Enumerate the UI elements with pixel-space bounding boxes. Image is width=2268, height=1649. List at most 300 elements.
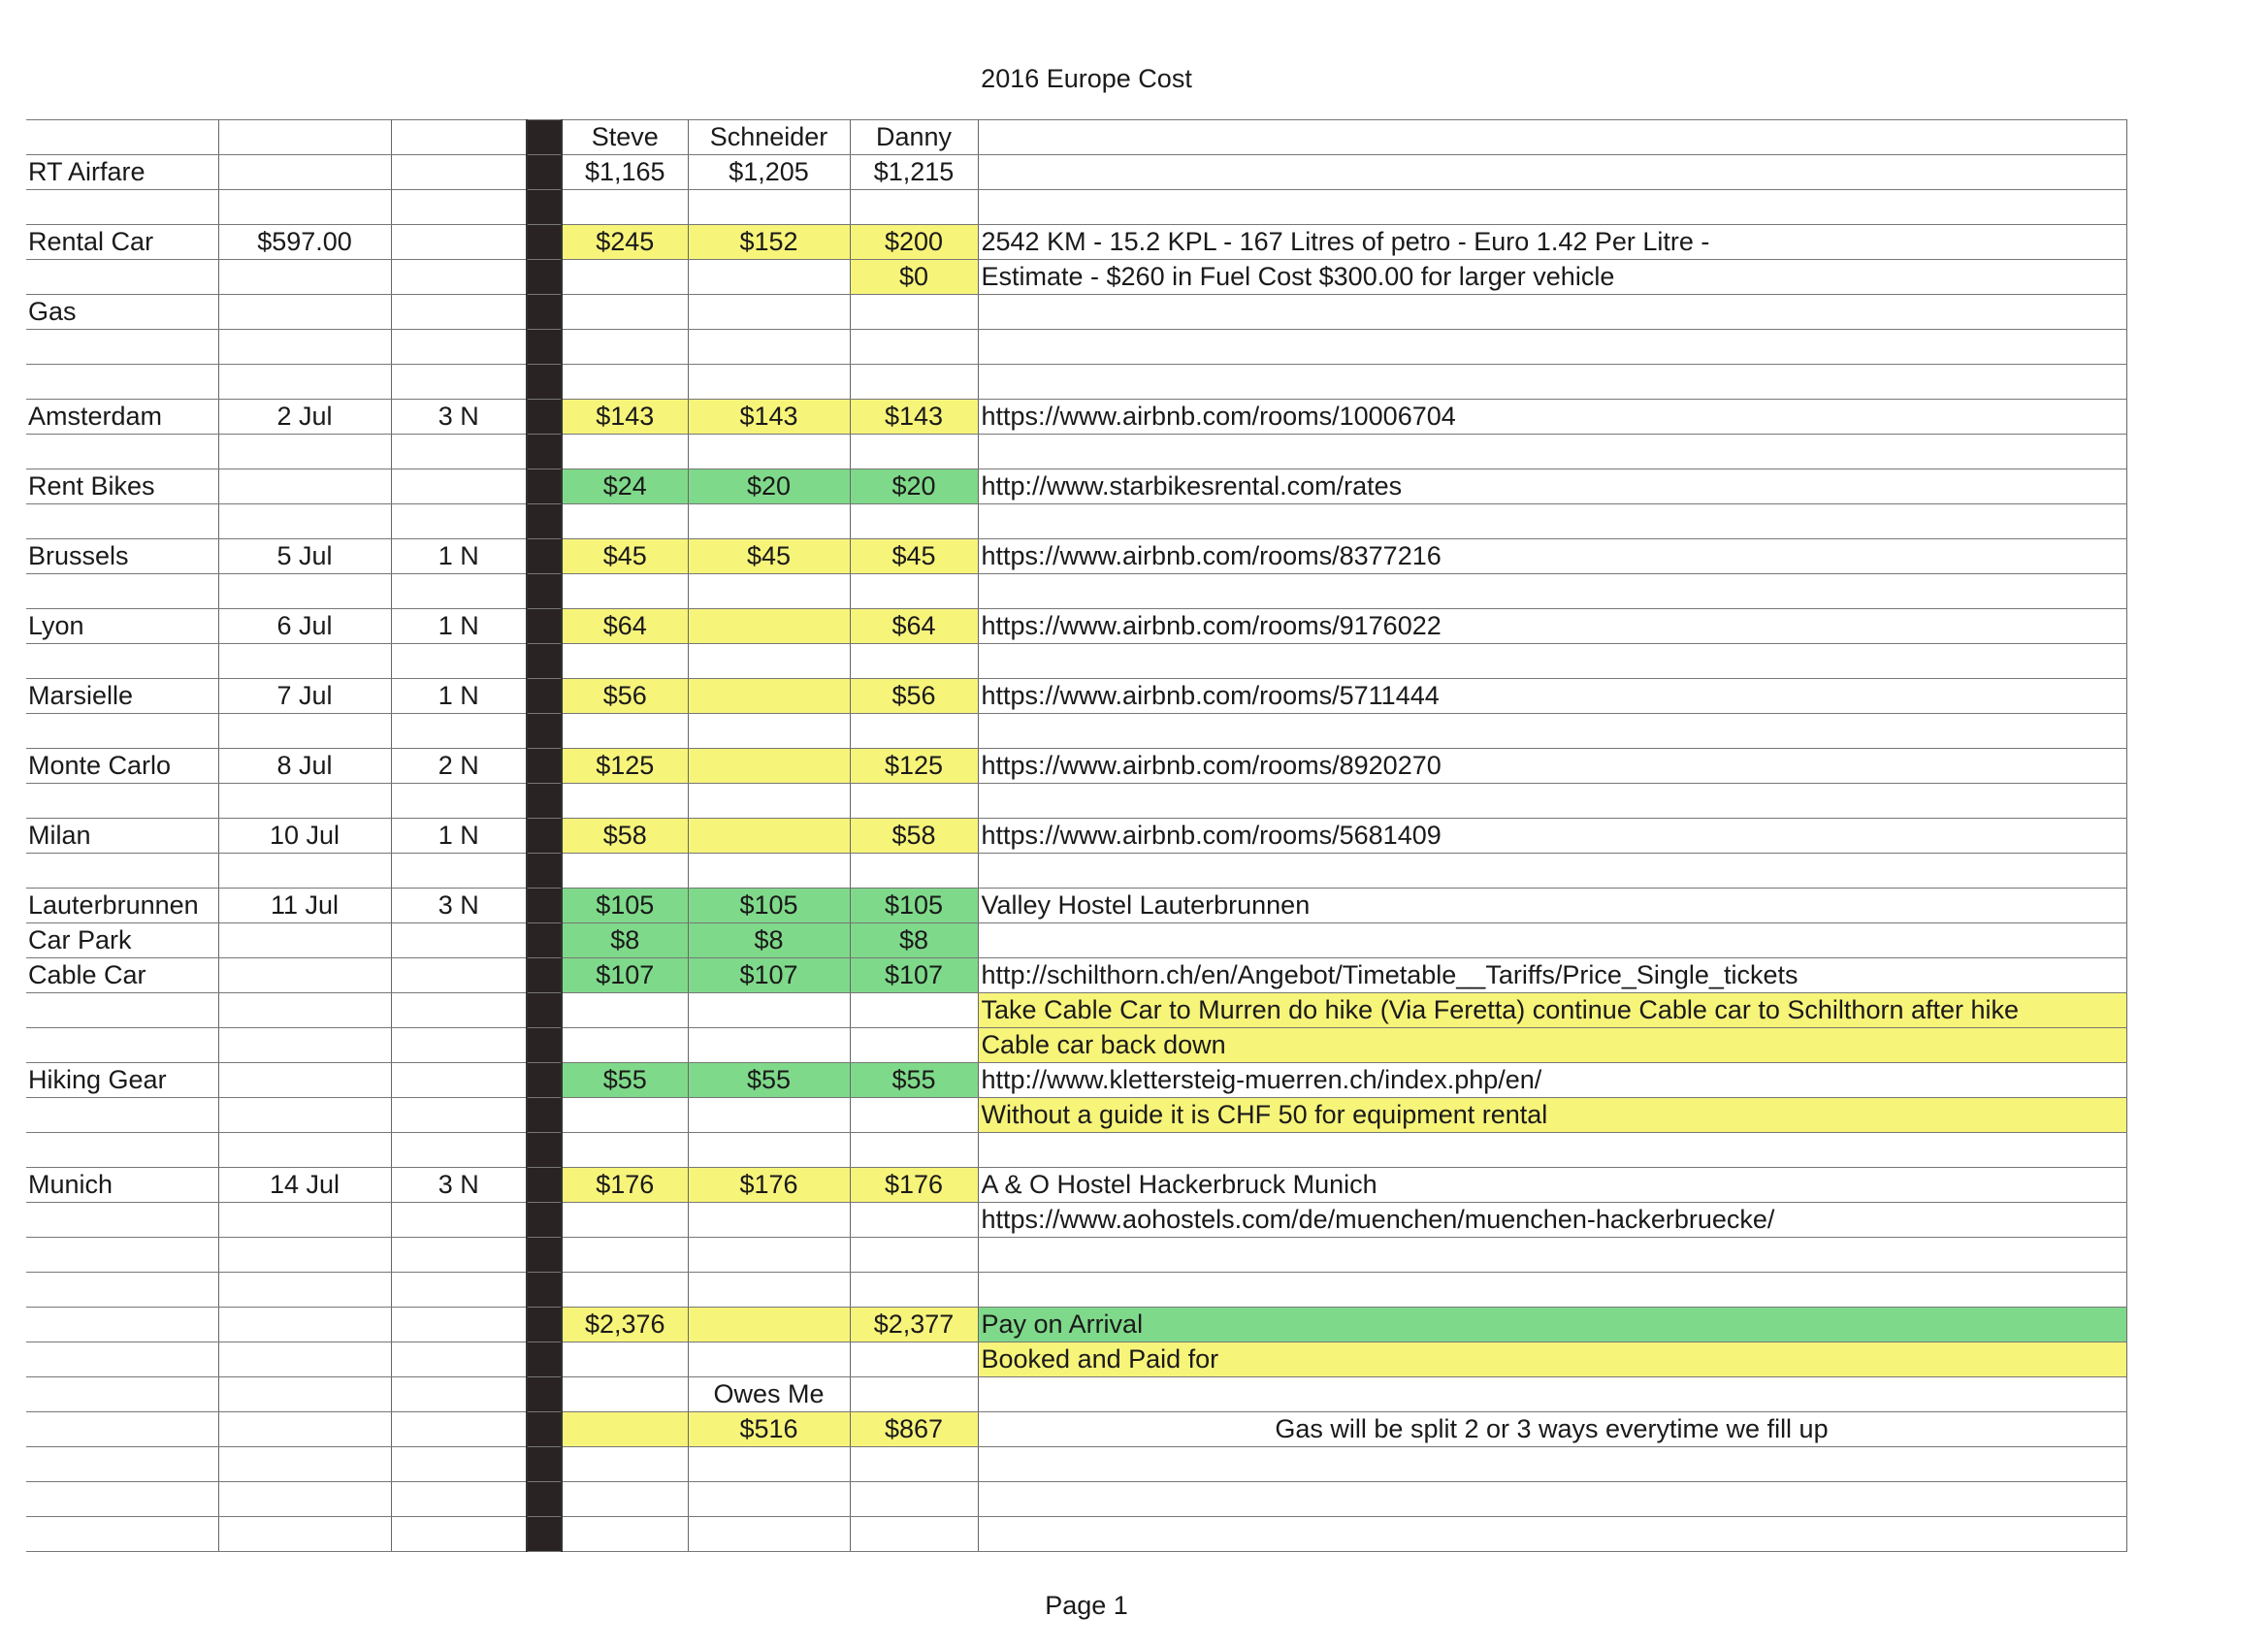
- date-cell[interactable]: [218, 1412, 391, 1447]
- item-label-cell[interactable]: [26, 854, 218, 889]
- date-cell[interactable]: 5 Jul: [218, 539, 391, 574]
- schneider-amount-cell[interactable]: $55: [688, 1063, 850, 1098]
- schneider-amount-cell[interactable]: [688, 993, 850, 1028]
- divider-cell[interactable]: [527, 1447, 562, 1482]
- schneider-amount-cell[interactable]: $45: [688, 539, 850, 574]
- steve-amount-cell[interactable]: [562, 365, 688, 400]
- date-cell[interactable]: [218, 1273, 391, 1308]
- schneider-amount-cell[interactable]: [688, 819, 850, 854]
- divider-cell[interactable]: [527, 400, 562, 435]
- divider-cell[interactable]: [527, 539, 562, 574]
- item-label-cell[interactable]: [26, 574, 218, 609]
- item-label-cell[interactable]: [26, 714, 218, 749]
- date-cell[interactable]: [218, 1377, 391, 1412]
- nights-cell[interactable]: 1 N: [391, 609, 527, 644]
- item-label-cell[interactable]: [26, 1028, 218, 1063]
- steve-amount-cell[interactable]: $55: [562, 1063, 688, 1098]
- note-cell[interactable]: Valley Hostel Lauterbrunnen: [978, 889, 2126, 923]
- danny-amount-cell[interactable]: $107: [850, 958, 978, 993]
- divider-cell[interactable]: [527, 1203, 562, 1238]
- divider-cell[interactable]: [527, 644, 562, 679]
- note-cell[interactable]: Estimate - $260 in Fuel Cost $300.00 for larger vehicle: [978, 260, 2126, 295]
- schneider-amount-cell[interactable]: $8: [688, 923, 850, 958]
- steve-amount-cell[interactable]: $2,376: [562, 1308, 688, 1342]
- item-label-cell[interactable]: Car Park: [26, 923, 218, 958]
- item-label-cell[interactable]: RT Airfare: [26, 155, 218, 190]
- steve-amount-cell[interactable]: [562, 1028, 688, 1063]
- schneider-amount-cell[interactable]: $20: [688, 469, 850, 504]
- nights-cell[interactable]: [391, 504, 527, 539]
- divider-cell[interactable]: [527, 1098, 562, 1133]
- steve-amount-cell[interactable]: [562, 1273, 688, 1308]
- date-cell[interactable]: 14 Jul: [218, 1168, 391, 1203]
- divider-cell[interactable]: [527, 1238, 562, 1273]
- steve-amount-cell[interactable]: [562, 1377, 688, 1412]
- note-cell[interactable]: [978, 1273, 2126, 1308]
- danny-amount-cell[interactable]: $143: [850, 400, 978, 435]
- item-label-cell[interactable]: Cable Car: [26, 958, 218, 993]
- steve-amount-cell[interactable]: $1,165: [562, 155, 688, 190]
- date-cell[interactable]: 7 Jul: [218, 679, 391, 714]
- note-cell[interactable]: https://www.airbnb.com/rooms/8920270: [978, 749, 2126, 784]
- steve-amount-cell[interactable]: [562, 435, 688, 469]
- date-cell[interactable]: [218, 120, 391, 155]
- divider-cell[interactable]: [527, 190, 562, 225]
- divider-cell[interactable]: [527, 225, 562, 260]
- schneider-amount-cell[interactable]: [688, 295, 850, 330]
- schneider-amount-cell[interactable]: $152: [688, 225, 850, 260]
- divider-cell[interactable]: [527, 295, 562, 330]
- danny-amount-cell[interactable]: $125: [850, 749, 978, 784]
- nights-cell[interactable]: [391, 330, 527, 365]
- date-cell[interactable]: [218, 504, 391, 539]
- danny-amount-cell[interactable]: [850, 644, 978, 679]
- date-cell[interactable]: [218, 1063, 391, 1098]
- divider-cell[interactable]: [527, 1342, 562, 1377]
- item-label-cell[interactable]: [26, 1098, 218, 1133]
- schneider-amount-cell[interactable]: $516: [688, 1412, 850, 1447]
- steve-amount-cell[interactable]: [562, 190, 688, 225]
- date-cell[interactable]: [218, 1447, 391, 1482]
- steve-amount-cell[interactable]: [562, 1238, 688, 1273]
- note-cell[interactable]: [978, 155, 2126, 190]
- item-label-cell[interactable]: [26, 1377, 218, 1412]
- divider-cell[interactable]: [527, 854, 562, 889]
- schneider-amount-cell[interactable]: [688, 365, 850, 400]
- note-cell[interactable]: Take Cable Car to Murren do hike (Via Feretta) continue Cable car to Schilthorn after hike: [978, 993, 2126, 1028]
- note-cell[interactable]: http://www.starbikesrental.com/rates: [978, 469, 2126, 504]
- date-cell[interactable]: [218, 1203, 391, 1238]
- steve-amount-cell[interactable]: $45: [562, 539, 688, 574]
- item-label-cell[interactable]: [26, 330, 218, 365]
- nights-cell[interactable]: [391, 1447, 527, 1482]
- danny-amount-cell[interactable]: [850, 330, 978, 365]
- date-cell[interactable]: [218, 295, 391, 330]
- date-cell[interactable]: [218, 1482, 391, 1517]
- danny-amount-cell[interactable]: [850, 435, 978, 469]
- divider-cell[interactable]: [527, 1377, 562, 1412]
- divider-cell[interactable]: [527, 1482, 562, 1517]
- divider-cell[interactable]: [527, 504, 562, 539]
- schneider-amount-cell[interactable]: [688, 714, 850, 749]
- divider-cell[interactable]: [527, 1308, 562, 1342]
- schneider-amount-cell[interactable]: [688, 854, 850, 889]
- divider-cell[interactable]: [527, 120, 562, 155]
- date-cell[interactable]: [218, 993, 391, 1028]
- steve-amount-cell[interactable]: [562, 854, 688, 889]
- danny-amount-cell[interactable]: [850, 1028, 978, 1063]
- date-cell[interactable]: [218, 1517, 391, 1552]
- note-cell[interactable]: Gas will be split 2 or 3 ways everytime we fill up: [978, 1412, 2126, 1447]
- item-label-cell[interactable]: [26, 1308, 218, 1342]
- danny-amount-cell[interactable]: $2,377: [850, 1308, 978, 1342]
- date-cell[interactable]: 11 Jul: [218, 889, 391, 923]
- note-cell[interactable]: [978, 1447, 2126, 1482]
- note-cell[interactable]: [978, 330, 2126, 365]
- date-cell[interactable]: 6 Jul: [218, 609, 391, 644]
- note-cell[interactable]: [978, 1377, 2126, 1412]
- danny-amount-cell[interactable]: [850, 1482, 978, 1517]
- divider-cell[interactable]: [527, 1028, 562, 1063]
- schneider-amount-cell[interactable]: [688, 1482, 850, 1517]
- note-cell[interactable]: Pay on Arrival: [978, 1308, 2126, 1342]
- note-cell[interactable]: [978, 295, 2126, 330]
- divider-cell[interactable]: [527, 155, 562, 190]
- nights-cell[interactable]: [391, 295, 527, 330]
- schneider-amount-cell[interactable]: [688, 1203, 850, 1238]
- nights-cell[interactable]: 1 N: [391, 679, 527, 714]
- note-cell[interactable]: Booked and Paid for: [978, 1342, 2126, 1377]
- steve-amount-cell[interactable]: [562, 993, 688, 1028]
- note-cell[interactable]: http://schilthorn.ch/en/Angebot/Timetable__Tariffs/Price_Single_tickets: [978, 958, 2126, 993]
- date-cell[interactable]: 8 Jul: [218, 749, 391, 784]
- divider-cell[interactable]: [527, 958, 562, 993]
- nights-cell[interactable]: [391, 1412, 527, 1447]
- item-label-cell[interactable]: [26, 120, 218, 155]
- schneider-amount-cell[interactable]: $105: [688, 889, 850, 923]
- danny-amount-cell[interactable]: [850, 1447, 978, 1482]
- nights-cell[interactable]: 1 N: [391, 819, 527, 854]
- date-cell[interactable]: [218, 435, 391, 469]
- date-cell[interactable]: [218, 365, 391, 400]
- date-cell[interactable]: [218, 1133, 391, 1168]
- danny-amount-cell[interactable]: [850, 190, 978, 225]
- item-label-cell[interactable]: [26, 1133, 218, 1168]
- item-label-cell[interactable]: Monte Carlo: [26, 749, 218, 784]
- danny-amount-cell[interactable]: [850, 1517, 978, 1552]
- item-label-cell[interactable]: Amsterdam: [26, 400, 218, 435]
- note-cell[interactable]: Without a guide it is CHF 50 for equipment rental: [978, 1098, 2126, 1133]
- schneider-amount-cell[interactable]: [688, 749, 850, 784]
- danny-amount-cell[interactable]: $56: [850, 679, 978, 714]
- divider-cell[interactable]: [527, 330, 562, 365]
- date-cell[interactable]: [218, 190, 391, 225]
- steve-amount-cell[interactable]: $107: [562, 958, 688, 993]
- nights-cell[interactable]: [391, 1063, 527, 1098]
- note-cell[interactable]: [978, 190, 2126, 225]
- nights-cell[interactable]: [391, 854, 527, 889]
- note-cell[interactable]: [978, 504, 2126, 539]
- note-cell[interactable]: [978, 784, 2126, 819]
- item-label-cell[interactable]: Brussels: [26, 539, 218, 574]
- date-cell[interactable]: [218, 155, 391, 190]
- nights-cell[interactable]: [391, 260, 527, 295]
- note-cell[interactable]: [978, 1482, 2126, 1517]
- divider-cell[interactable]: [527, 609, 562, 644]
- note-cell[interactable]: https://www.airbnb.com/rooms/8377216: [978, 539, 2126, 574]
- steve-amount-cell[interactable]: $176: [562, 1168, 688, 1203]
- item-label-cell[interactable]: [26, 1482, 218, 1517]
- nights-cell[interactable]: [391, 1028, 527, 1063]
- danny-amount-cell[interactable]: Danny: [850, 120, 978, 155]
- schneider-amount-cell[interactable]: [688, 330, 850, 365]
- note-cell[interactable]: [978, 714, 2126, 749]
- item-label-cell[interactable]: Rental Car: [26, 225, 218, 260]
- divider-cell[interactable]: [527, 714, 562, 749]
- item-label-cell[interactable]: [26, 1273, 218, 1308]
- danny-amount-cell[interactable]: [850, 1238, 978, 1273]
- steve-amount-cell[interactable]: [562, 714, 688, 749]
- nights-cell[interactable]: [391, 1377, 527, 1412]
- danny-amount-cell[interactable]: $0: [850, 260, 978, 295]
- nights-cell[interactable]: [391, 1517, 527, 1552]
- nights-cell[interactable]: [391, 1342, 527, 1377]
- date-cell[interactable]: 10 Jul: [218, 819, 391, 854]
- danny-amount-cell[interactable]: $176: [850, 1168, 978, 1203]
- divider-cell[interactable]: [527, 574, 562, 609]
- nights-cell[interactable]: [391, 1308, 527, 1342]
- date-cell[interactable]: [218, 574, 391, 609]
- item-label-cell[interactable]: [26, 1342, 218, 1377]
- schneider-amount-cell[interactable]: [688, 504, 850, 539]
- date-cell[interactable]: [218, 469, 391, 504]
- danny-amount-cell[interactable]: [850, 854, 978, 889]
- item-label-cell[interactable]: Lyon: [26, 609, 218, 644]
- danny-amount-cell[interactable]: [850, 1133, 978, 1168]
- schneider-amount-cell[interactable]: [688, 1133, 850, 1168]
- divider-cell[interactable]: [527, 365, 562, 400]
- note-cell[interactable]: [978, 120, 2126, 155]
- divider-cell[interactable]: [527, 1063, 562, 1098]
- nights-cell[interactable]: [391, 714, 527, 749]
- steve-amount-cell[interactable]: [562, 504, 688, 539]
- steve-amount-cell[interactable]: [562, 574, 688, 609]
- danny-amount-cell[interactable]: [850, 1342, 978, 1377]
- note-cell[interactable]: [978, 365, 2126, 400]
- nights-cell[interactable]: [391, 435, 527, 469]
- nights-cell[interactable]: [391, 993, 527, 1028]
- danny-amount-cell[interactable]: [850, 504, 978, 539]
- steve-amount-cell[interactable]: $58: [562, 819, 688, 854]
- date-cell[interactable]: [218, 714, 391, 749]
- date-cell[interactable]: [218, 1308, 391, 1342]
- date-cell[interactable]: [218, 923, 391, 958]
- danny-amount-cell[interactable]: $55: [850, 1063, 978, 1098]
- steve-amount-cell[interactable]: $143: [562, 400, 688, 435]
- danny-amount-cell[interactable]: [850, 714, 978, 749]
- schneider-amount-cell[interactable]: Schneider: [688, 120, 850, 155]
- item-label-cell[interactable]: Hiking Gear: [26, 1063, 218, 1098]
- date-cell[interactable]: [218, 958, 391, 993]
- note-cell[interactable]: 2542 KM - 15.2 KPL - 167 Litres of petro - Euro 1.42 Per Litre -: [978, 225, 2126, 260]
- divider-cell[interactable]: [527, 260, 562, 295]
- item-label-cell[interactable]: [26, 435, 218, 469]
- note-cell[interactable]: [978, 644, 2126, 679]
- schneider-amount-cell[interactable]: $176: [688, 1168, 850, 1203]
- danny-amount-cell[interactable]: $58: [850, 819, 978, 854]
- nights-cell[interactable]: [391, 155, 527, 190]
- steve-amount-cell[interactable]: [562, 644, 688, 679]
- date-cell[interactable]: [218, 1028, 391, 1063]
- schneider-amount-cell[interactable]: $107: [688, 958, 850, 993]
- steve-amount-cell[interactable]: [562, 1133, 688, 1168]
- steve-amount-cell[interactable]: [562, 1447, 688, 1482]
- steve-amount-cell[interactable]: [562, 295, 688, 330]
- danny-amount-cell[interactable]: $105: [850, 889, 978, 923]
- steve-amount-cell[interactable]: [562, 260, 688, 295]
- schneider-amount-cell[interactable]: [688, 644, 850, 679]
- divider-cell[interactable]: [527, 435, 562, 469]
- note-cell[interactable]: [978, 1517, 2126, 1552]
- steve-amount-cell[interactable]: $8: [562, 923, 688, 958]
- schneider-amount-cell[interactable]: [688, 1517, 850, 1552]
- note-cell[interactable]: [978, 923, 2126, 958]
- schneider-amount-cell[interactable]: [688, 574, 850, 609]
- danny-amount-cell[interactable]: [850, 1273, 978, 1308]
- steve-amount-cell[interactable]: [562, 784, 688, 819]
- danny-amount-cell[interactable]: [850, 1377, 978, 1412]
- schneider-amount-cell[interactable]: [688, 679, 850, 714]
- danny-amount-cell[interactable]: $45: [850, 539, 978, 574]
- divider-cell[interactable]: [527, 1168, 562, 1203]
- note-cell[interactable]: Cable car back down: [978, 1028, 2126, 1063]
- date-cell[interactable]: [218, 1342, 391, 1377]
- schneider-amount-cell[interactable]: [688, 784, 850, 819]
- item-label-cell[interactable]: [26, 504, 218, 539]
- item-label-cell[interactable]: [26, 1517, 218, 1552]
- nights-cell[interactable]: [391, 644, 527, 679]
- nights-cell[interactable]: [391, 574, 527, 609]
- nights-cell[interactable]: [391, 365, 527, 400]
- item-label-cell[interactable]: [26, 993, 218, 1028]
- divider-cell[interactable]: [527, 1273, 562, 1308]
- note-cell[interactable]: [978, 1133, 2126, 1168]
- divider-cell[interactable]: [527, 679, 562, 714]
- item-label-cell[interactable]: [26, 1203, 218, 1238]
- item-label-cell[interactable]: Marsielle: [26, 679, 218, 714]
- item-label-cell[interactable]: Milan: [26, 819, 218, 854]
- divider-cell[interactable]: [527, 469, 562, 504]
- schneider-amount-cell[interactable]: [688, 1028, 850, 1063]
- date-cell[interactable]: [218, 1238, 391, 1273]
- steve-amount-cell[interactable]: $125: [562, 749, 688, 784]
- note-cell[interactable]: https://www.airbnb.com/rooms/9176022: [978, 609, 2126, 644]
- nights-cell[interactable]: 2 N: [391, 749, 527, 784]
- item-label-cell[interactable]: [26, 1447, 218, 1482]
- note-cell[interactable]: A & O Hostel Hackerbruck Munich: [978, 1168, 2126, 1203]
- nights-cell[interactable]: 3 N: [391, 889, 527, 923]
- date-cell[interactable]: [218, 330, 391, 365]
- divider-cell[interactable]: [527, 889, 562, 923]
- nights-cell[interactable]: 3 N: [391, 400, 527, 435]
- schneider-amount-cell[interactable]: [688, 1273, 850, 1308]
- item-label-cell[interactable]: [26, 190, 218, 225]
- item-label-cell[interactable]: [26, 784, 218, 819]
- note-cell[interactable]: https://www.airbnb.com/rooms/10006704: [978, 400, 2126, 435]
- item-label-cell[interactable]: Rent Bikes: [26, 469, 218, 504]
- steve-amount-cell[interactable]: $245: [562, 225, 688, 260]
- schneider-amount-cell[interactable]: [688, 260, 850, 295]
- divider-cell[interactable]: [527, 993, 562, 1028]
- date-cell[interactable]: [218, 854, 391, 889]
- danny-amount-cell[interactable]: $200: [850, 225, 978, 260]
- nights-cell[interactable]: [391, 1098, 527, 1133]
- danny-amount-cell[interactable]: $1,215: [850, 155, 978, 190]
- divider-cell[interactable]: [527, 819, 562, 854]
- schneider-amount-cell[interactable]: [688, 1342, 850, 1377]
- schneider-amount-cell[interactable]: [688, 1238, 850, 1273]
- danny-amount-cell[interactable]: $867: [850, 1412, 978, 1447]
- nights-cell[interactable]: [391, 784, 527, 819]
- date-cell[interactable]: 2 Jul: [218, 400, 391, 435]
- schneider-amount-cell[interactable]: [688, 1308, 850, 1342]
- date-cell[interactable]: [218, 1098, 391, 1133]
- steve-amount-cell[interactable]: [562, 1098, 688, 1133]
- note-cell[interactable]: [978, 574, 2126, 609]
- nights-cell[interactable]: 1 N: [391, 539, 527, 574]
- note-cell[interactable]: https://www.airbnb.com/rooms/5711444: [978, 679, 2126, 714]
- divider-cell[interactable]: [527, 1133, 562, 1168]
- steve-amount-cell[interactable]: Steve: [562, 120, 688, 155]
- steve-amount-cell[interactable]: $24: [562, 469, 688, 504]
- danny-amount-cell[interactable]: [850, 365, 978, 400]
- date-cell[interactable]: [218, 644, 391, 679]
- steve-amount-cell[interactable]: [562, 1412, 688, 1447]
- item-label-cell[interactable]: [26, 1412, 218, 1447]
- note-cell[interactable]: https://www.airbnb.com/rooms/5681409: [978, 819, 2126, 854]
- steve-amount-cell[interactable]: [562, 1482, 688, 1517]
- schneider-amount-cell[interactable]: $143: [688, 400, 850, 435]
- steve-amount-cell[interactable]: [562, 330, 688, 365]
- nights-cell[interactable]: [391, 1273, 527, 1308]
- note-cell[interactable]: [978, 1238, 2126, 1273]
- danny-amount-cell[interactable]: [850, 993, 978, 1028]
- danny-amount-cell[interactable]: [850, 784, 978, 819]
- danny-amount-cell[interactable]: $20: [850, 469, 978, 504]
- danny-amount-cell[interactable]: [850, 1098, 978, 1133]
- schneider-amount-cell[interactable]: [688, 609, 850, 644]
- steve-amount-cell[interactable]: $64: [562, 609, 688, 644]
- nights-cell[interactable]: 3 N: [391, 1168, 527, 1203]
- nights-cell[interactable]: [391, 469, 527, 504]
- nights-cell[interactable]: [391, 1482, 527, 1517]
- note-cell[interactable]: http://www.klettersteig-muerren.ch/index.php/en/: [978, 1063, 2126, 1098]
- danny-amount-cell[interactable]: [850, 574, 978, 609]
- schneider-amount-cell[interactable]: [688, 1447, 850, 1482]
- nights-cell[interactable]: [391, 190, 527, 225]
- steve-amount-cell[interactable]: [562, 1203, 688, 1238]
- nights-cell[interactable]: [391, 958, 527, 993]
- schneider-amount-cell[interactable]: [688, 435, 850, 469]
- nights-cell[interactable]: [391, 1238, 527, 1273]
- danny-amount-cell[interactable]: $64: [850, 609, 978, 644]
- steve-amount-cell[interactable]: [562, 1517, 688, 1552]
- item-label-cell[interactable]: [26, 260, 218, 295]
- nights-cell[interactable]: [391, 1133, 527, 1168]
- divider-cell[interactable]: [527, 749, 562, 784]
- schneider-amount-cell[interactable]: [688, 1098, 850, 1133]
- nights-cell[interactable]: [391, 120, 527, 155]
